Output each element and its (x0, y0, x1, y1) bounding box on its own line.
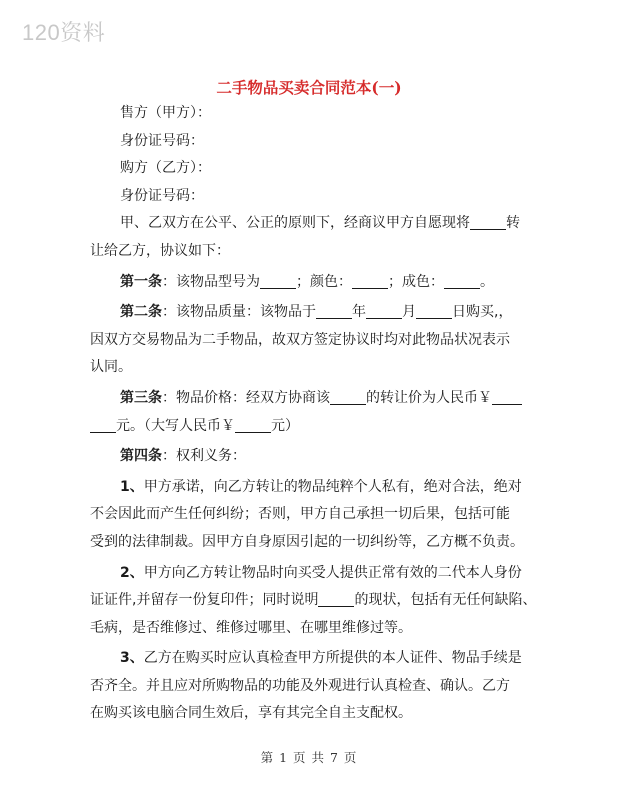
explain-blank (318, 591, 354, 607)
seller-id-label: 身份证号码： (120, 132, 204, 149)
color-blank (352, 273, 388, 289)
article-2-text: ：该物品质量：该物品于 (162, 304, 316, 321)
item-1-text: 甲方承诺，向乙方转让的物品纯粹个人私有，绝对合法，绝对 (143, 478, 522, 495)
condition-blank (444, 273, 480, 289)
item-1-line-3: 受到的法律制裁。因甲方自身原因引起的一切纠纷等，乙方概不负责。 (90, 533, 524, 550)
day-label: 日购买,， (452, 304, 513, 321)
item-1-line-2: 不会因此而产生任何纠纷；否则，甲方自己承担一切后果，包括可能 (90, 506, 510, 523)
item-3-line-1 (90, 645, 528, 673)
intro-text: 甲、乙双方在公平、公正的原则下，经商议甲方自愿现将 (120, 215, 470, 232)
item-1-line-1 (90, 474, 528, 502)
price-uppercase-end: 元） (271, 417, 299, 434)
item-2-line-3: 毛病，是否维修过、维修过哪里、在哪里维修过等。 (90, 619, 412, 636)
price-uppercase-blank (235, 417, 271, 433)
article-2 (90, 299, 528, 327)
price-blank-cont (90, 417, 116, 433)
article-2-heading: 第二条 (120, 304, 162, 321)
buyer-id-label: 身份证号码： (120, 187, 204, 204)
item-2-text: 甲方向乙方转让物品时向买受人提供正常有效的二代本人身份 (143, 564, 522, 581)
article-4-heading: 第四条 (120, 448, 162, 465)
item-2-text-b: 的现状，包括有无任何缺陷、 (354, 592, 537, 609)
article-2-line-2: 因双方交易物品为二手物品，故双方签定协议时均对此物品状况表示 (90, 331, 510, 348)
item-blank (330, 389, 366, 405)
article-2-line-3: 认同。 (90, 359, 132, 376)
article-3-text: ：物品价格：经双方协商该 (162, 389, 330, 406)
article-1-text: ：该物品型号为 (162, 273, 260, 290)
contract-body (90, 100, 537, 728)
item-name-blank (470, 214, 506, 230)
item-3-line-3: 在购买该电脑合同生效后，享有其完全自主支配权。 (90, 705, 412, 722)
article-3-line-2 (90, 413, 528, 441)
price-blank (492, 389, 522, 405)
condition-label: ；成色： (388, 273, 444, 290)
item-2-line-1 (90, 560, 528, 588)
item-3-number: 3、 (120, 650, 144, 667)
model-blank (260, 273, 296, 289)
watermark: 120资料 (22, 20, 106, 45)
article-4-text: ：权利义务： (162, 448, 246, 465)
article-1-end: 。 (480, 273, 494, 290)
item-1-number: 1、 (120, 478, 144, 495)
item-3-text: 乙方在购买时应认真检查甲方所提供的本人证件、物品手续是 (143, 650, 522, 667)
intro-line-2: 让给乙方，协议如下： (90, 242, 230, 259)
item-3-line-2: 否齐全。并且应对所购物品的功能及外观进行认真检查、确认。乙方 (90, 677, 510, 694)
article-3 (90, 385, 528, 413)
month-label: 月 (402, 304, 416, 321)
day-blank (416, 303, 452, 319)
price-label: 的转让价为人民币￥ (366, 389, 492, 406)
intro-text-end: 转 (506, 215, 520, 232)
article-4 (90, 443, 528, 471)
seller-label: 售方（甲方）： (120, 105, 211, 121)
month-blank (366, 303, 402, 319)
article-3-heading: 第三条 (120, 389, 162, 406)
item-2-number: 2、 (120, 564, 144, 581)
item-2-text-a: 证证件,并留存一份复印件；同时说明 (90, 592, 319, 609)
price-uppercase-label: 元。（大写人民币￥ (116, 417, 235, 434)
intro-line-1 (90, 210, 528, 238)
buyer-label: 购方（乙方）： (120, 160, 211, 177)
article-1 (90, 269, 528, 297)
page-footer: 第 1 页 共 7 页 (260, 750, 358, 765)
year-blank (316, 303, 352, 319)
article-1-heading: 第一条 (120, 273, 162, 290)
year-label: 年 (352, 304, 366, 321)
item-2-line-2 (90, 587, 537, 615)
document-title: 二手物品买卖合同范本(一) (216, 78, 402, 97)
color-label: ；颜色： (296, 273, 352, 290)
